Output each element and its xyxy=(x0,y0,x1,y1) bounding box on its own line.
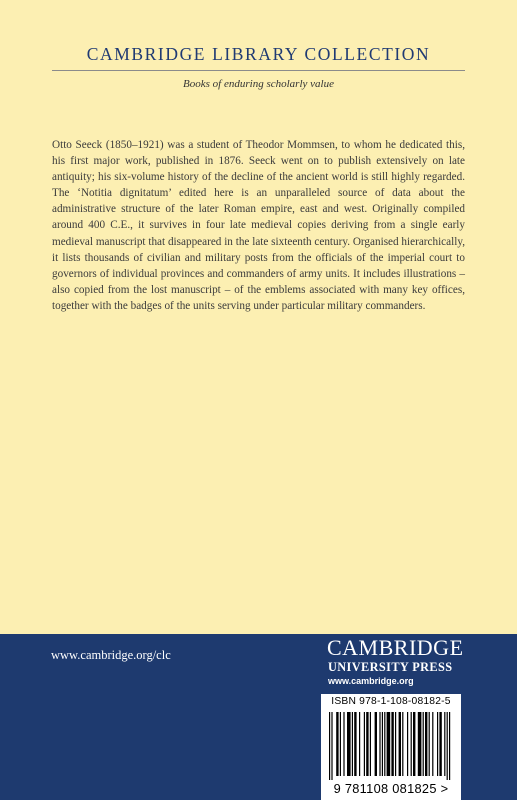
book-description: Otto Seeck (1850–1921) was a student of Theodor Mommsen, to whom he dedicated this, his first major work, published in 1876. Seeck went on to publish extensively on late antiquity; his six-volume history of the decline of the ancient world is still highly regarded. The ‘Notitia dignitatum’ edited here is an unparalleled source of data about the administrative structure of the later Roman empire, east and west. Originally compiled around 400 C.E., it survives in four late medieval copies deriving from a single early medieval manuscript that disappeared in the late sixteenth century. Organised hierarchically, it lists thousands of civilian and military posts from the officials of the imperial court to governors of individual provinces and commanders of army units. It includes illustrations – also copied from the lost manuscript – of the emblems associated with many key offices, together with the badges of the units serving under particular military commanders. xyxy=(52,139,465,312)
publisher-footer xyxy=(0,634,517,800)
isbn-label: ISBN 978-1-108-08182-5 xyxy=(331,696,451,707)
publisher-logo xyxy=(327,636,464,688)
barcode-number xyxy=(321,781,461,796)
publisher-name: CAMBRIDGE xyxy=(327,635,464,660)
series-url[interactable]: www.cambridge.org/clc xyxy=(51,648,171,662)
barcode-trailing-mark: > xyxy=(440,781,449,796)
publisher-subname: UNIVERSITY PRESS xyxy=(328,660,453,674)
series-title: CAMBRIDGE LIBRARY COLLECTION xyxy=(86,44,431,64)
header-divider xyxy=(52,70,465,71)
barcode-digits: 9 781108 081825 xyxy=(333,781,437,796)
barcode-icon xyxy=(327,712,455,780)
publisher-url[interactable]: www.cambridge.org xyxy=(328,676,414,686)
barcode-panel xyxy=(321,694,461,800)
series-tagline: Books of enduring scholarly value xyxy=(183,78,334,90)
